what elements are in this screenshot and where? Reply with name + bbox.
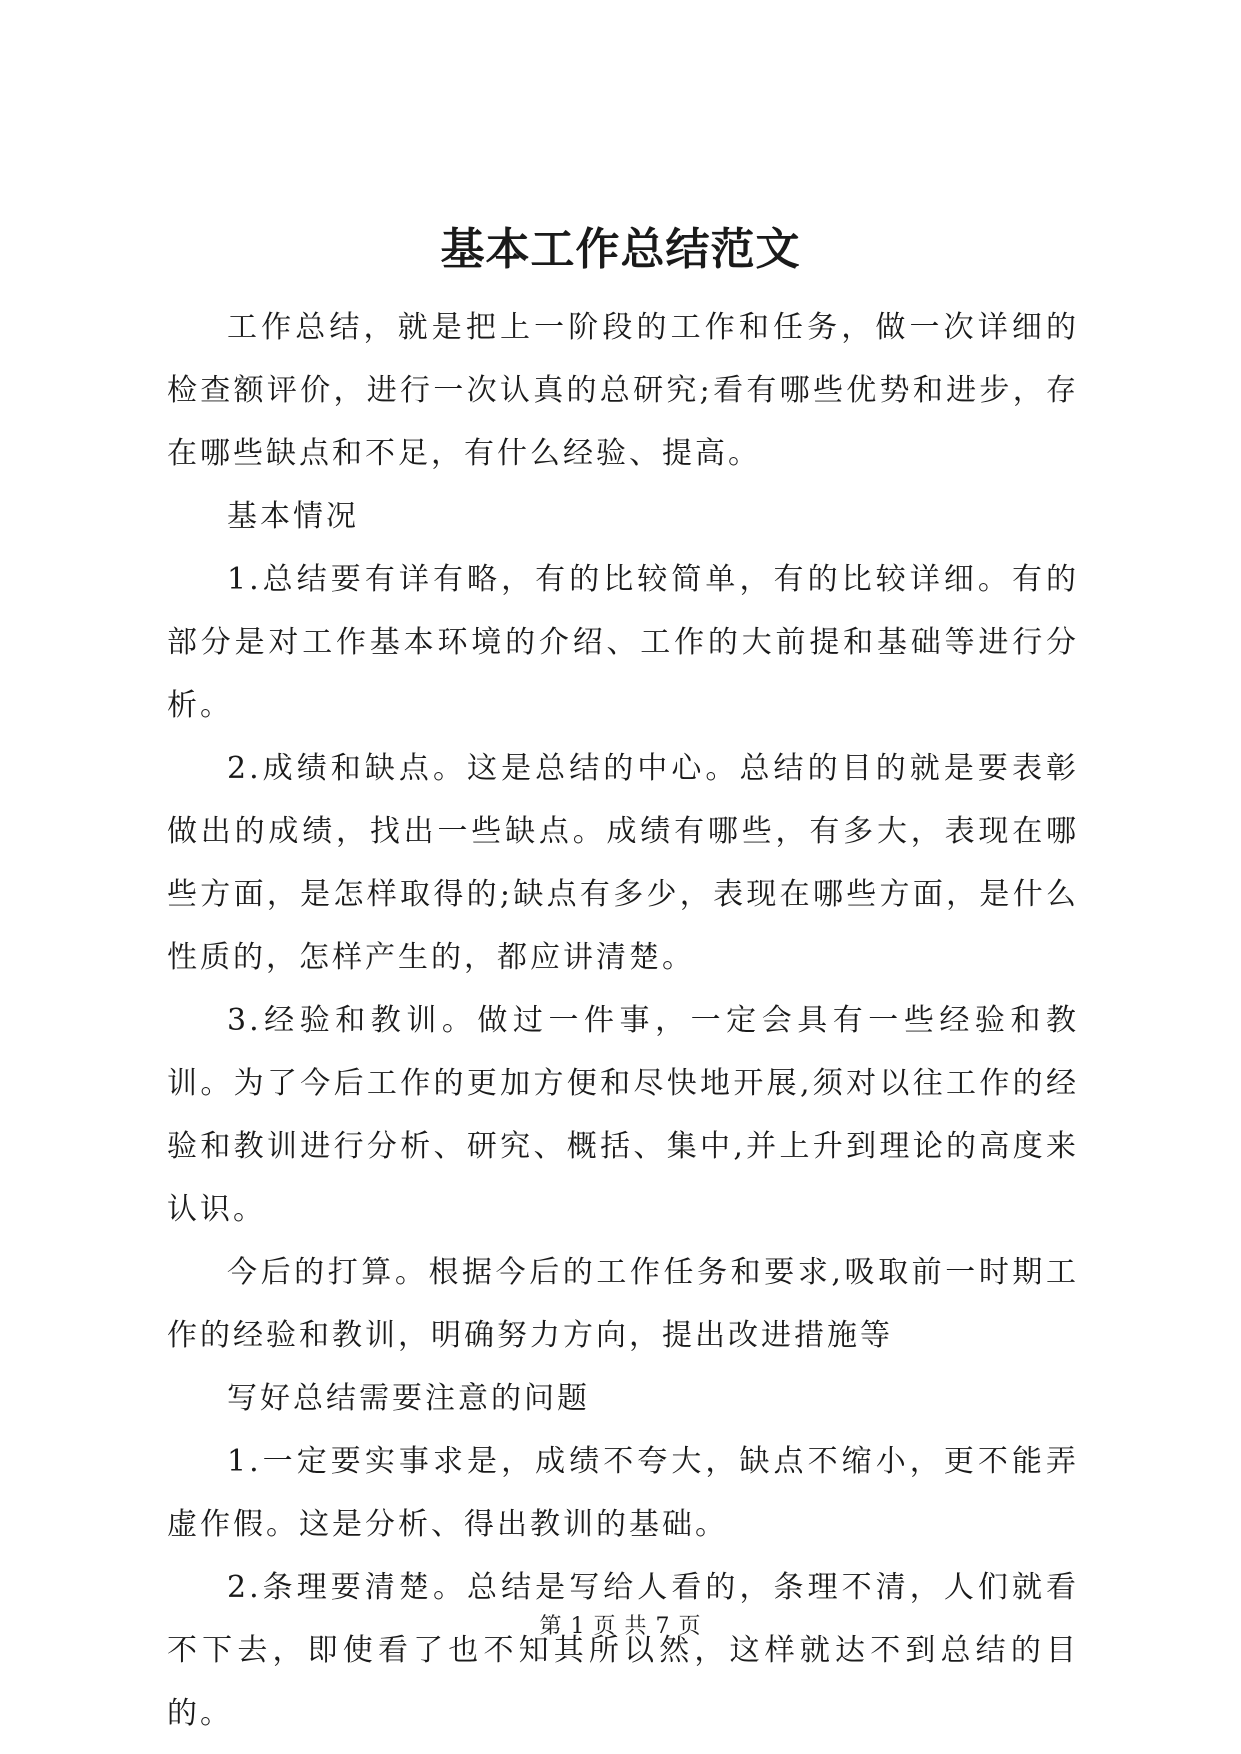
paragraph-item-1: 1.总结要有详有略，有的比较简单，有的比较详细。有的部分是对工作基本环境的介绍、工作的大前提和基础等进行分析。 <box>167 562 1079 723</box>
paragraph-item-3: 3.经验和教训。做过一件事，一定会具有一些经验和教训。为了今后工作的更加方便和尽快地开展,须对以往工作的经验和教训进行分析、研究、概括、集中,并上升到理论的高度来认识。 <box>167 1003 1079 1227</box>
paragraph-item-2: 2.成绩和缺点。这是总结的中心。总结的目的就是要表彰做出的成绩，找出一些缺点。成绩有哪些，有多大，表现在哪些方面，是怎样取得的;缺点有多少，表现在哪些方面，是什么性质的，怎样产生的，都应讲清楚。 <box>167 751 1079 975</box>
paragraph-note-2: 2.条理要清楚。总结是写给人看的，条理不清，人们就看不下去，即使看了也不知其所以然，这样就达不到总结的目的。 <box>167 1570 1079 1731</box>
paragraph-intro: 工作总结，就是把上一阶段的工作和任务，做一次详细的检查额评价，进行一次认真的总研究;看有哪些优势和进步，存在哪些缺点和不足，有什么经验、提高。 <box>167 310 1079 471</box>
paragraph-note-1: 1.一定要实事求是，成绩不夸大，缺点不缩小，更不能弄虚作假。这是分析、得出教训的基础。 <box>167 1444 1079 1542</box>
paragraph-future-plans: 今后的打算。根据今后的工作任务和要求,吸取前一时期工作的经验和教训，明确努力方向，提出改进措施等 <box>167 1255 1079 1353</box>
page-number-footer: 第 1 页 共 7 页 <box>539 1614 702 1639</box>
document-body <box>167 296 1079 1745</box>
heading-notes: 写好总结需要注意的问题 <box>227 1381 590 1416</box>
heading-basic-situation: 基本情况 <box>227 499 359 534</box>
document-title: 基本工作总结范文 <box>440 224 801 275</box>
